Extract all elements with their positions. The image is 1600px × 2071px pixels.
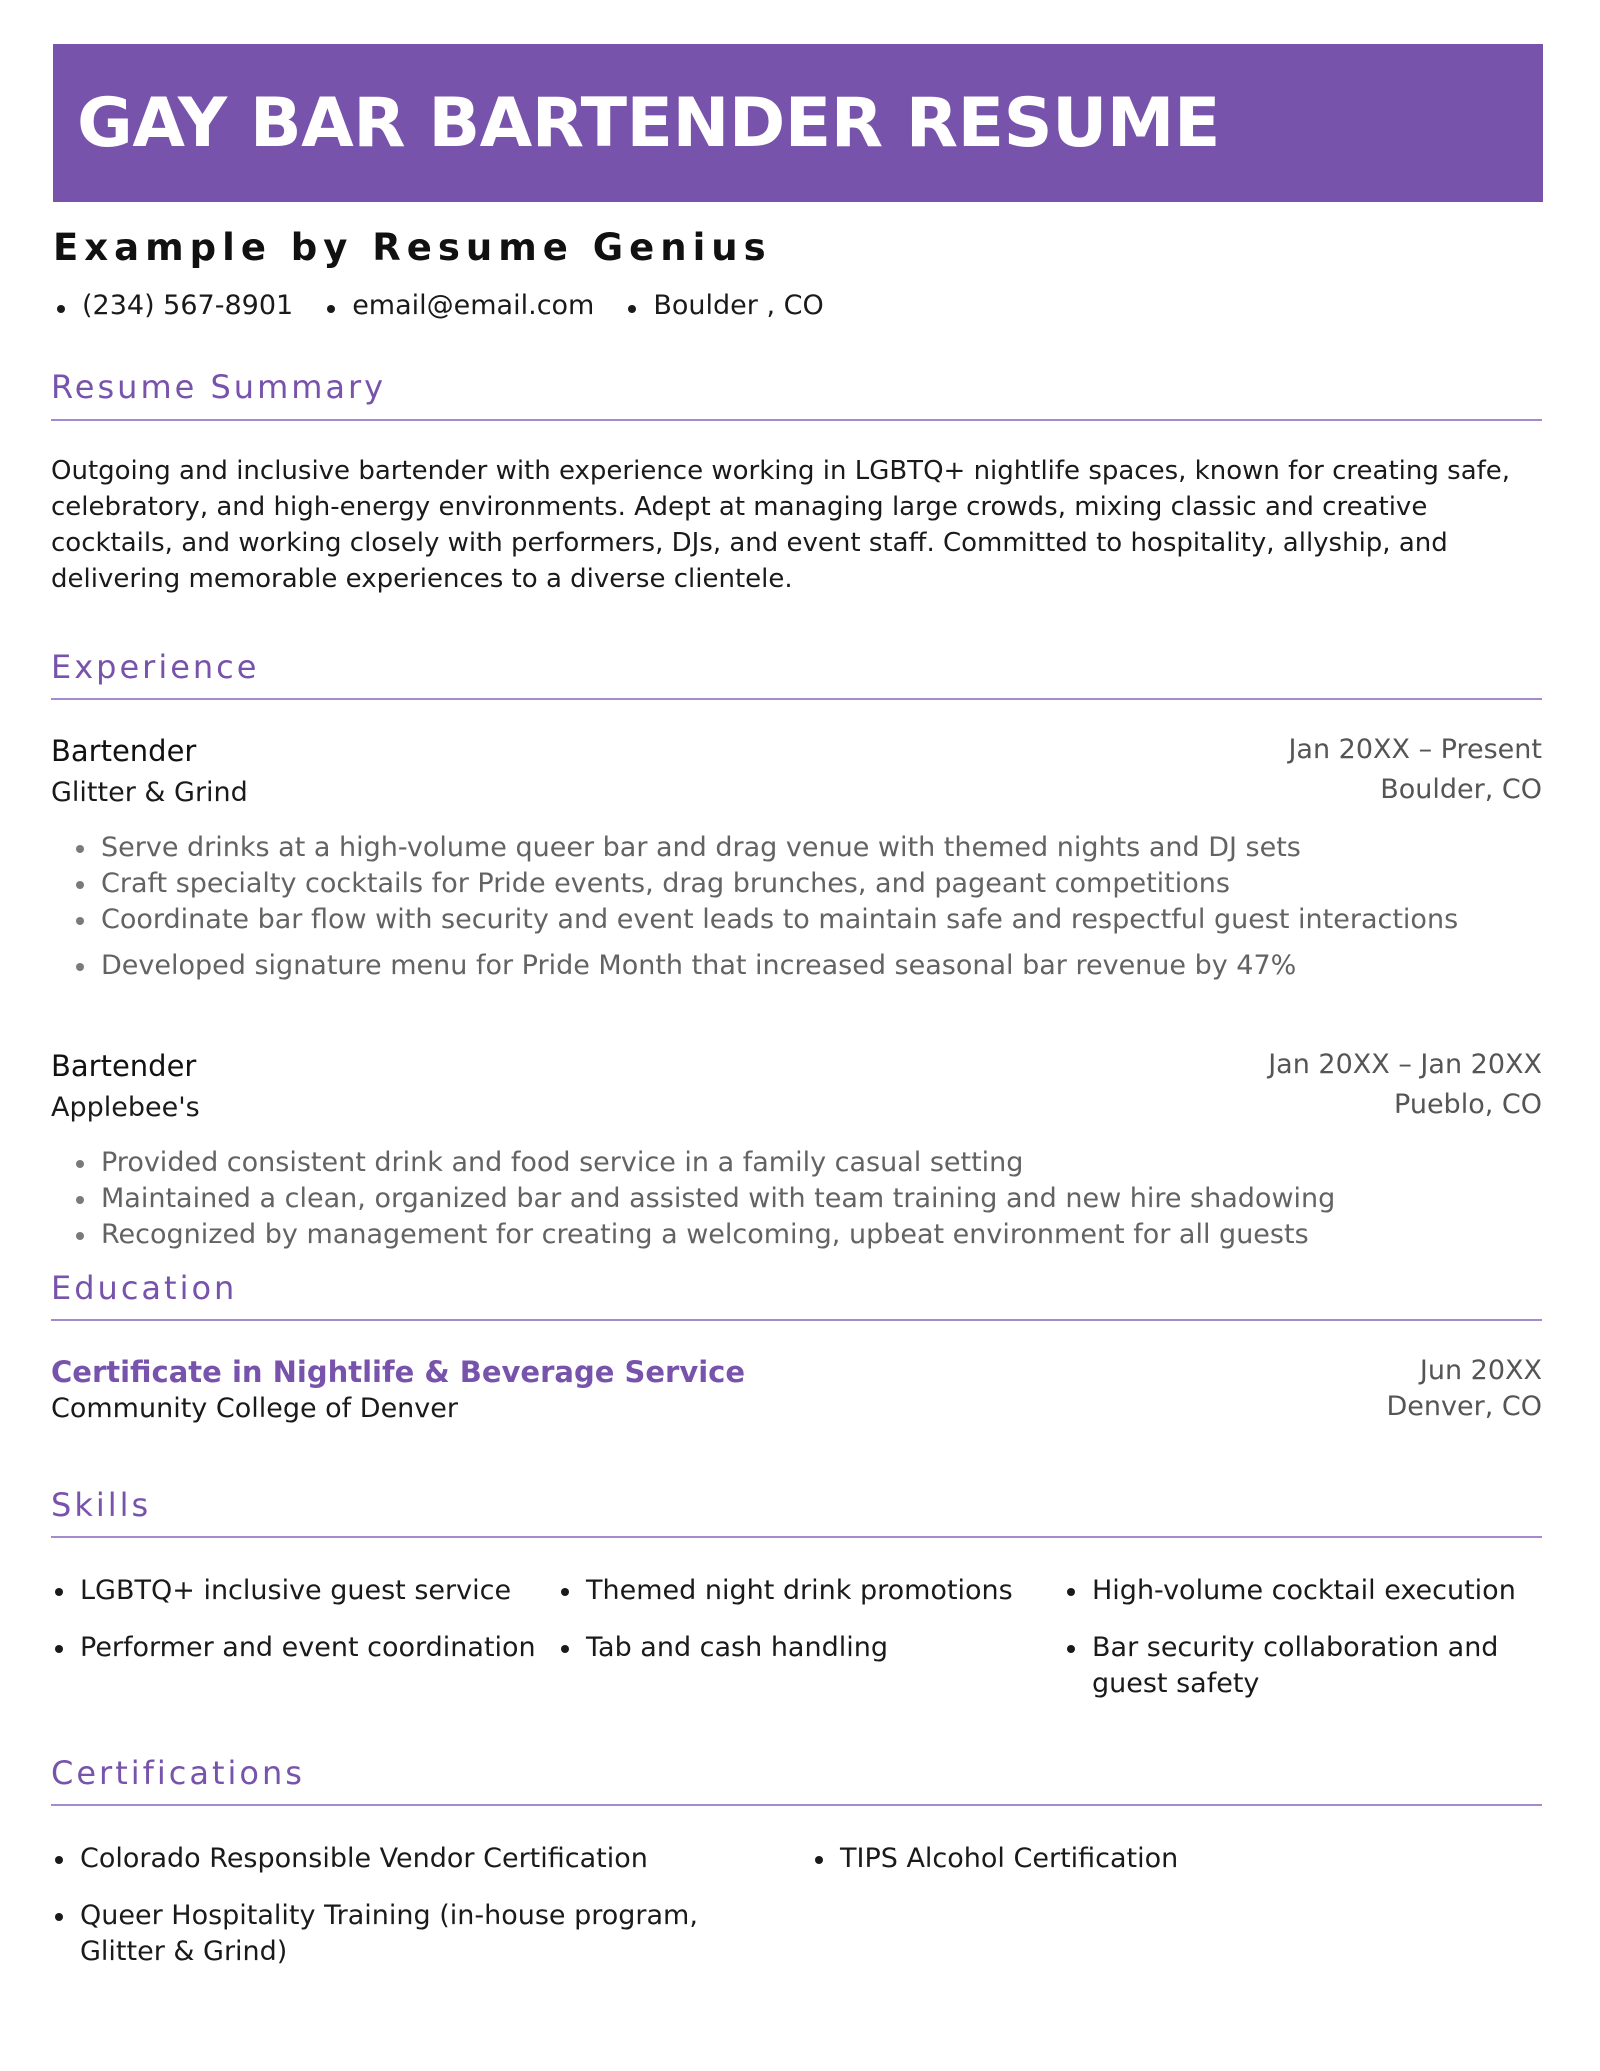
section-title-certifications: Certifications xyxy=(51,1754,305,1792)
section-title-skills: Skills xyxy=(51,1486,152,1524)
job-dates: Jan 20XX – Jan 20XX xyxy=(1268,1049,1542,1080)
skill-item: Themed night drink promotions xyxy=(557,1573,1056,1609)
job-title: Bartender xyxy=(51,1049,197,1083)
job-company: Applebee's xyxy=(51,1092,200,1123)
job-dates: Jan 20XX – Present xyxy=(1288,734,1542,765)
section-divider xyxy=(51,1319,1542,1321)
list-item: Coordinate bar flow with security and event leads to maintain safe and respectful guest interactions xyxy=(51,902,1458,938)
certification-item: Queer Hospitality Training (in-house program, Glitter & Grind) xyxy=(51,1898,780,1970)
job-location: Pueblo, CO xyxy=(1394,1089,1542,1120)
education-school: Community College of Denver xyxy=(51,1393,458,1424)
certifications-list xyxy=(51,1841,1546,1981)
list-item: Recognized by management for creating a welcoming, upbeat environment for all guests xyxy=(51,1217,1335,1253)
summary-text: Outgoing and inclusive bartender with experience working in LGBTQ+ nightlife spaces, known for creating safe, celebratory, and high-energy environments. Adept at managing large crowds, mixing classic and creative cocktails, and working closely with performers, DJs, and event staff. Committed to hospitality, allyship, and delivering memorable experiences to a diverse clientele. xyxy=(51,456,1511,594)
section-title-summary: Resume Summary xyxy=(51,368,387,406)
job-company: Glitter & Grind xyxy=(51,777,248,808)
certification-item: TIPS Alcohol Certification xyxy=(811,1841,1540,1877)
job-title: Bartender xyxy=(51,734,197,768)
contact-email: email@email.com xyxy=(323,290,594,321)
section-divider xyxy=(51,1804,1542,1806)
resume-title: GAY BAR BARTENDER RESUME xyxy=(77,83,1220,163)
contact-info xyxy=(53,290,854,321)
header-banner xyxy=(53,44,1543,202)
skill-item: Bar security collaboration and guest safety xyxy=(1063,1630,1562,1702)
education-date: Jun 20XX xyxy=(1419,1355,1542,1386)
job-location: Boulder, CO xyxy=(1380,774,1542,805)
skills-list xyxy=(51,1573,1546,1703)
section-title-experience: Experience xyxy=(51,648,260,686)
skill-item: High-volume cocktail execution xyxy=(1063,1573,1562,1609)
section-divider xyxy=(51,419,1542,421)
certification-item: Colorado Responsible Vendor Certification xyxy=(51,1841,780,1877)
section-divider xyxy=(51,1536,1542,1538)
education-location: Denver, CO xyxy=(1386,1391,1542,1422)
section-title-education: Education xyxy=(51,1269,238,1307)
contact-phone: (234) 567-8901 xyxy=(53,290,293,321)
skill-item: Performer and event coordination xyxy=(51,1630,550,1666)
resume-subtitle: Example by Resume Genius xyxy=(53,226,772,269)
list-item: Developed signature menu for Pride Month that increased seasonal bar revenue by 47% xyxy=(51,948,1458,984)
job-bullets xyxy=(51,1145,1335,1253)
education-degree: Certificate in Nightlife & Beverage Service xyxy=(51,1355,746,1389)
job-bullets xyxy=(51,830,1458,984)
section-divider xyxy=(51,698,1542,700)
skill-item: Tab and cash handling xyxy=(557,1630,1056,1666)
contact-location: Boulder , CO xyxy=(624,290,823,321)
list-item: Maintained a clean, organized bar and assisted with team training and new hire shadowing xyxy=(51,1181,1335,1217)
list-item: Craft specialty cocktails for Pride events, drag brunches, and pageant competitions xyxy=(51,866,1458,902)
skill-item: LGBTQ+ inclusive guest service xyxy=(51,1573,550,1609)
list-item: Serve drinks at a high-volume queer bar and drag venue with themed nights and DJ sets xyxy=(51,830,1458,866)
list-item: Provided consistent drink and food service in a family casual setting xyxy=(51,1145,1335,1181)
